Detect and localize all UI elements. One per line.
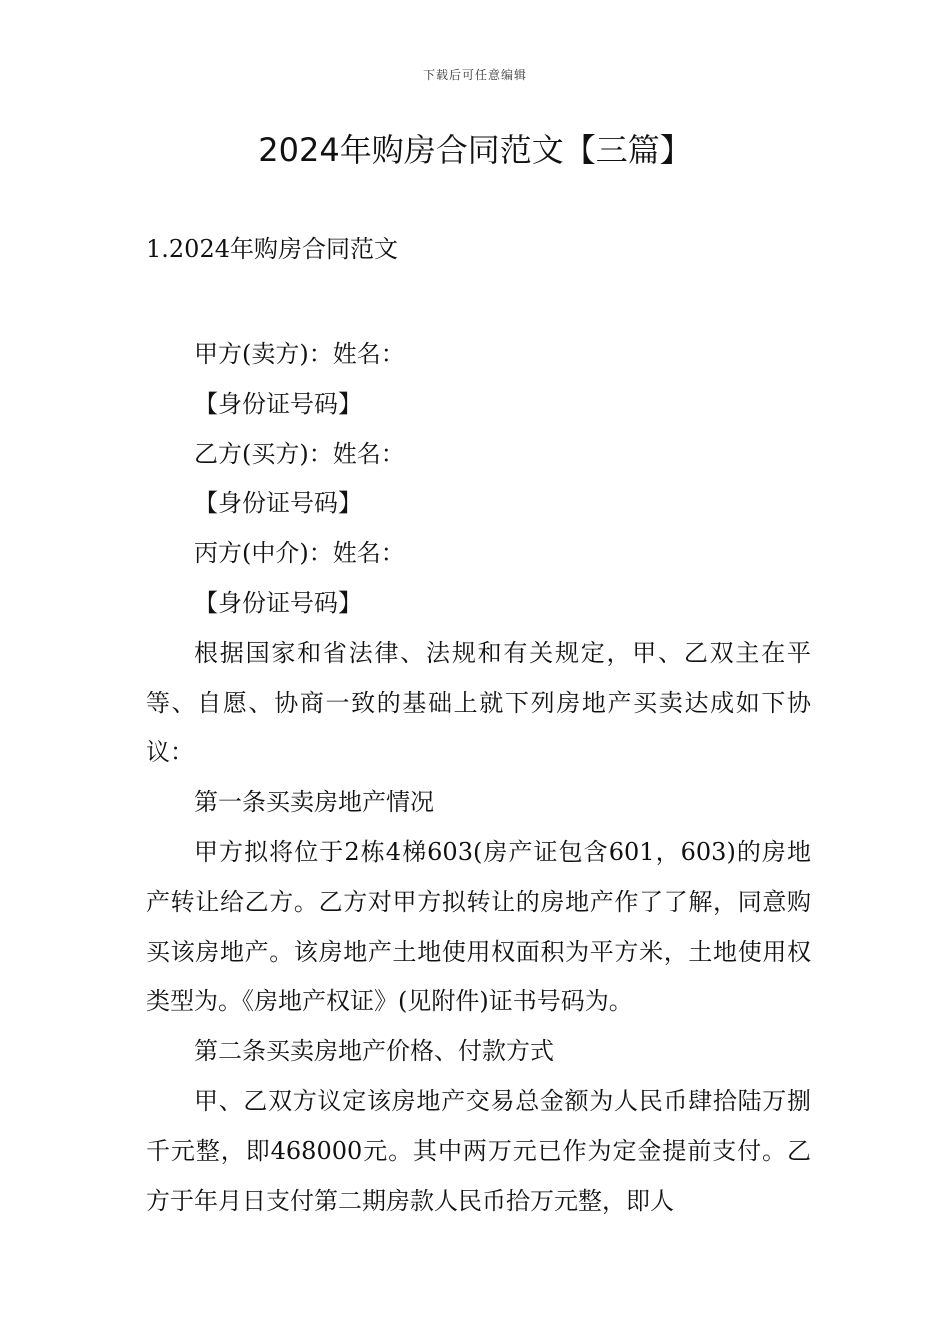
section-heading: 1.2024年购房合同范文 [146, 235, 398, 263]
party-b-id-line: 【身份证号码】 [194, 489, 362, 518]
article-2-paragraph: 甲、乙双方议定该房地产交易总金额为人民币肆拾陆万捌千元整，即468000元。其中两万元已作为定金提前支付。乙方于年月日支付第二期房款人民币拾万元整，即人 [146, 1086, 811, 1215]
header-note: 下载后可任意编辑 [422, 68, 527, 82]
contract-body [146, 330, 811, 1226]
party-a-name-line: 甲方(卖方)：姓名： [194, 340, 405, 368]
party-a-id-line: 【身份证号码】 [194, 389, 362, 418]
preamble-paragraph: 根据国家和省法律、法规和有关规定，甲、乙双主在平等、自愿、协商一致的基础上就下列房地产买卖达成如下协议： [146, 638, 811, 767]
party-c-name-line: 丙方(中介)：姓名： [194, 539, 405, 568]
article-2-heading: 第二条买卖房地产价格、付款方式 [194, 1037, 554, 1066]
party-b-name-line: 乙方(买方)：姓名： [194, 439, 405, 468]
document-title: 2024年购房合同范文【三篇】 [258, 131, 692, 169]
article-1-paragraph: 甲方拟将位于2栋4梯603(房产证包含601，603)的房地产转让给乙方。乙方对甲方拟转让的房地产作了了解，同意购买该房地产。该房地产土地使用权面积为平方米，土地使用权类型为。《房地产权证》(见附件)证书号码为。 [146, 837, 811, 1016]
article-1-heading: 第一条买卖房地产情况 [194, 788, 434, 817]
party-c-id-line: 【身份证号码】 [194, 588, 362, 617]
